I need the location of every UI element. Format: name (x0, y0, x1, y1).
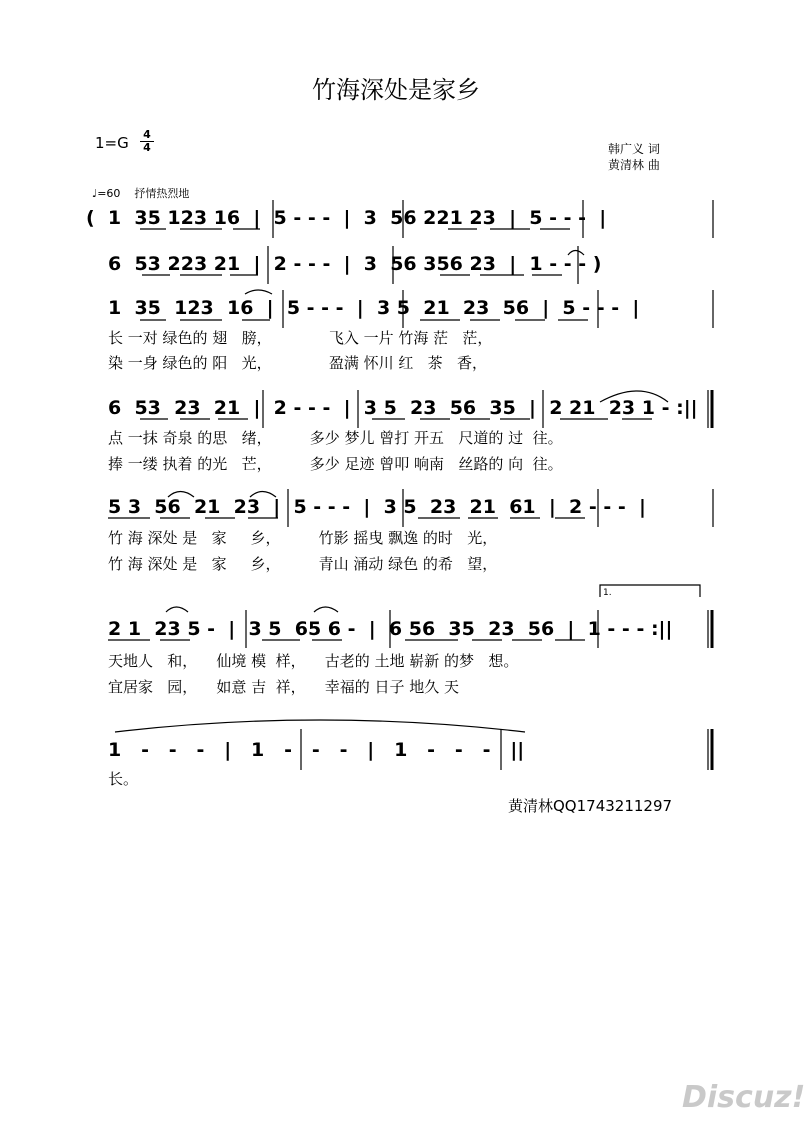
lyric-row-4-verse-2: 捧 一缕 执着 的光 芒， 多少 足迹 曾叩 响南 丝路的 向 往。 (108, 455, 563, 473)
melody-row-5: 5 3 56 21 23 | 5 - - - | 3 5 23 21 61 | 2 - - - | (108, 496, 646, 518)
melody-row-7: 1 - - - | 1 - - - | 1 - - - || (108, 739, 525, 761)
lyric-row-5-verse-2: 竹 海 深处 是 家 乡， 青山 涌动 绿色 的希 望， (108, 555, 498, 573)
footer-credit: 黄清林QQ1743211297 (508, 797, 673, 815)
lyric-row-4-verse-1: 点 一抹 奇泉 的思 绪， 多少 梦儿 曾打 开五 尺道的 过 往。 (108, 429, 563, 447)
time-sig-top: 4 (143, 128, 151, 141)
composer-credit: 黄清林 曲 (608, 158, 660, 172)
time-sig-bottom: 4 (140, 141, 154, 154)
tempo-marking: ♩=60 抒情热烈地 (92, 187, 190, 200)
lyricist-credit: 韩广义 词 (608, 142, 660, 156)
melody-row-1: ( 1 35 123 16 | 5 - - - | 3 56 221 23 | 5 - - - | (86, 207, 607, 229)
lyric-row-7-verse-1: 长。 (108, 770, 139, 788)
melody-row-6: 2 1 23 5 - | 3 5 65 6 - | 6 56 35 23 56 | 1 - - - :|| (108, 618, 673, 640)
melody-row-3: 1 35 123 16 | 5 - - - | 3 5 21 23 56 | 5 - - - | (108, 297, 640, 319)
melody-row-2: 6 53 223 21 | 2 - - - | 3 56 356 23 | 1 - - - ) (108, 253, 602, 275)
song-title: 竹海深处是家乡 (312, 76, 480, 104)
melody-row-4: 6 53 23 21 | 2 - - - | 3 5 23 56 35 | 2 21 23 1 - :|| (108, 397, 698, 419)
lyric-row-3-verse-1: 长 一对 绿色的 翅 膀， 飞入 一片 竹海 茫 茫， (108, 329, 493, 347)
lyric-row-3-verse-2: 染 一身 绿色的 阳 光， 盈满 怀川 红 茶 香， (108, 354, 487, 372)
lyric-row-6-verse-1: 天地人 和， 仙境 模 样， 古老的 土地 崭新 的梦 想。 (108, 652, 519, 670)
lyric-row-6-verse-2: 宜居家 园， 如意 吉 祥， 幸福的 日子 地久 天 (108, 678, 460, 696)
key-signature: 1=G (95, 134, 129, 152)
lyric-row-5-verse-1: 竹 海 深处 是 家 乡， 竹影 摇曳 飘逸 的时 光， (108, 529, 498, 547)
watermark: Discuz! (682, 1080, 805, 1115)
volta-label: 1. (603, 588, 612, 598)
